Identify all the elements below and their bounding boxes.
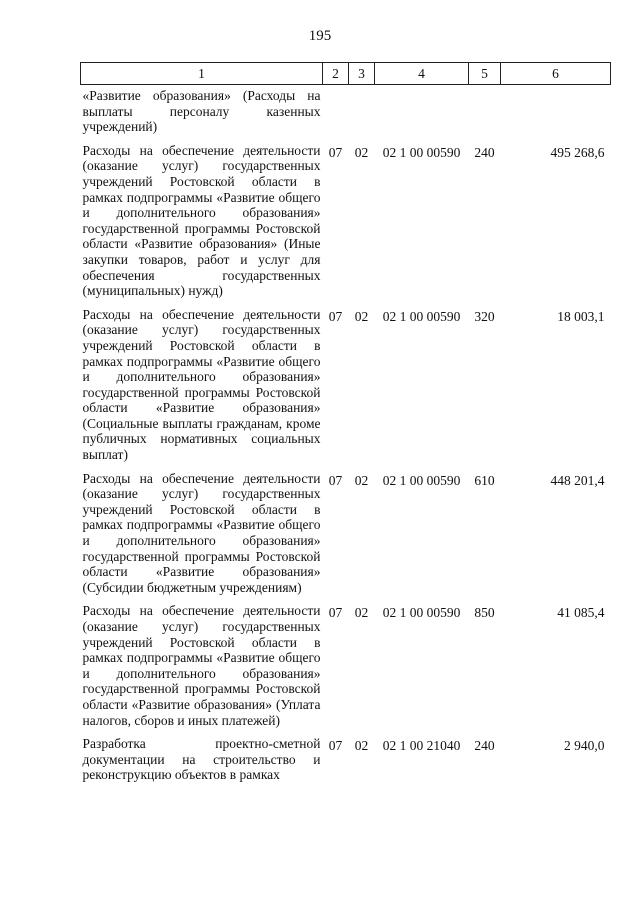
row-expense-type: 240 bbox=[474, 144, 495, 160]
budget-table bbox=[80, 62, 611, 783]
row-target-article: 02 1 00 00590 bbox=[382, 308, 461, 324]
header-col-4: 4 bbox=[375, 63, 469, 85]
row-amount: 495 268,6 bbox=[550, 144, 605, 160]
row-description: Расходы на обеспечение деятельности (оказание услуг) государственных учреждений Ростовской области в рамках подпрограммы «Развитие общего и дополнительного образования» государственной программы Ростовской области «Развитие образования» (Уплата налогов, сборов и иных платежей) bbox=[82, 603, 321, 728]
row-amount: 18 003,1 bbox=[557, 308, 605, 324]
table-header bbox=[81, 63, 611, 85]
header-row bbox=[81, 63, 611, 85]
row-section: 07 bbox=[328, 605, 343, 621]
row-section: 07 bbox=[328, 144, 343, 160]
header-col-3: 3 bbox=[349, 63, 375, 85]
row-subsection bbox=[349, 88, 375, 135]
table-row bbox=[81, 88, 611, 135]
row-description: Расходы на обеспечение деятельности (оказание услуг) государственных учреждений Ростовской области в рамках подпрограммы «Развитие общего и дополнительного образования» государственной программы Ростовской области «Развитие образования» (Субсидии бюджетным учреждениям) bbox=[82, 470, 321, 595]
header-col-5: 5 bbox=[469, 63, 501, 85]
row-subsection: 02 bbox=[354, 605, 369, 621]
row-expense-type bbox=[469, 88, 501, 135]
header-col-6: 6 bbox=[501, 63, 611, 85]
table-row bbox=[81, 603, 611, 728]
table-row bbox=[81, 143, 611, 299]
row-amount: 2 940,0 bbox=[564, 738, 605, 754]
row-subsection: 02 bbox=[354, 738, 369, 754]
table-row bbox=[81, 736, 611, 783]
table-row bbox=[81, 307, 611, 463]
row-target-article: 02 1 00 21040 bbox=[382, 738, 461, 754]
table-body bbox=[81, 85, 611, 783]
row-description: Расходы на обеспечение деятельности (оказание услуг) государственных учреждений Ростовской области в рамках подпрограммы «Развитие общего и дополнительного образования» государственной программы Ростовской области «Развитие образования» (Социальные выплаты гражданам, кроме публичных нормативных социальных выплат) bbox=[82, 306, 321, 463]
row-section: 07 bbox=[328, 308, 343, 324]
header-col-2: 2 bbox=[323, 63, 349, 85]
header-col-1: 1 bbox=[81, 63, 323, 85]
row-target-article: 02 1 00 00590 bbox=[382, 144, 461, 160]
row-amount bbox=[501, 88, 611, 135]
row-expense-type: 610 bbox=[474, 472, 495, 488]
row-target-article: 02 1 00 00590 bbox=[382, 472, 461, 488]
row-description: Разработка проектно-сметной документации на строительство и реконструкцию объектов в рамках bbox=[82, 736, 321, 783]
row-expense-type: 240 bbox=[474, 738, 495, 754]
row-expense-type: 320 bbox=[474, 308, 495, 324]
table-row bbox=[81, 471, 611, 596]
row-amount: 448 201,4 bbox=[550, 472, 605, 488]
row-amount: 41 085,4 bbox=[557, 605, 605, 621]
row-section: 07 bbox=[328, 738, 343, 754]
page-number: 195 bbox=[308, 28, 332, 44]
row-target-article bbox=[375, 88, 469, 135]
row-section: 07 bbox=[328, 472, 343, 488]
row-expense-type: 850 bbox=[474, 605, 495, 621]
row-description: «Развитие образования» (Расходы на выплаты персоналу казенных учреждений) bbox=[82, 88, 321, 135]
row-description: Расходы на обеспечение деятельности (оказание услуг) государственных учреждений Ростовской области в рамках подпрограммы «Развитие общего и дополнительного образования» государственной программы Ростовской области «Развитие образования» (Иные закупки товаров, работ и услуг для обеспечения государственных (муниципальных) нужд) bbox=[82, 142, 321, 299]
row-subsection: 02 bbox=[354, 308, 369, 324]
row-subsection: 02 bbox=[354, 144, 369, 160]
row-target-article: 02 1 00 00590 bbox=[382, 605, 461, 621]
row-section bbox=[323, 88, 349, 135]
row-subsection: 02 bbox=[354, 472, 369, 488]
